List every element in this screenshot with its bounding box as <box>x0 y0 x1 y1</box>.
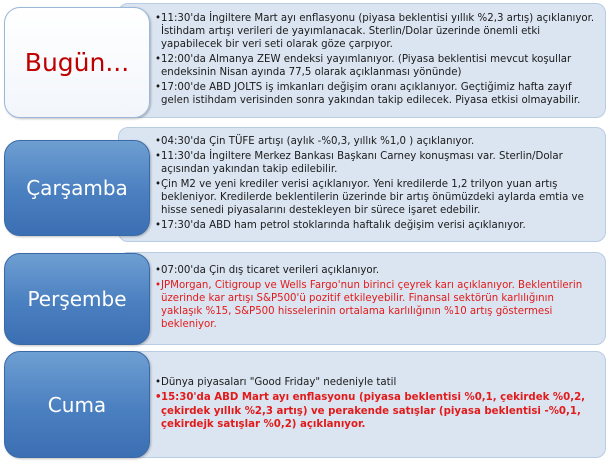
list-item <box>155 219 597 232</box>
item-text: 11:30'da İngiltere Merkez Bankası Başkanı Carney konuşması var. Sterlin/Dolar açısından yakından takip edilebilir. <box>161 150 563 175</box>
bullet-icon: • <box>155 135 162 147</box>
item-text: 17:00'de ABD JOLTS iş imkanları değişim oranı açıklanıyor. Geçtiğimiz hafta zayıf gelen istihdam verisinden sonra yakından takip edilecek. Piyasa etkisi olmayabilir. <box>161 82 581 107</box>
day-panel-today <box>118 3 606 118</box>
list-item <box>155 135 597 148</box>
day-panel-wednesday <box>118 127 606 242</box>
list-item <box>155 376 597 389</box>
day-row-today <box>0 3 607 118</box>
list-item-highlight <box>155 391 597 430</box>
item-text: 11:30'da İngiltere Mart ayı enflasyonu (piyasa beklentisi yıllık %2,3 artış) açıklanıyor. İstihdam artışı verileri de yayımlanacak. Sterlin/Dolar üzerinde önemli etki yapabilecek bir veri seti olarak göze çarpıyor. <box>161 12 595 50</box>
day-label-today: Bugün... <box>4 7 150 118</box>
day-label-thursday: Perşembe <box>4 253 150 345</box>
bullet-icon: • <box>155 178 162 190</box>
bullet-icon: • <box>155 12 162 24</box>
item-text: 07:00'da Çin dış ticaret verileri açıklanıyor. <box>161 264 380 276</box>
list-item <box>155 12 597 51</box>
item-text: 17:30'da ABD ham petrol stoklarında haftalık değişim verisi açıklanıyor. <box>161 220 526 232</box>
day-label-friday: Cuma <box>4 351 150 458</box>
item-text: 15:30'da ABD Mart ayı enflasyonu (piyasa beklentisi %0,1, çekirdek %0,2, çekirdek yıllık %2,3 artış) ve perakende satışlar (piyasa beklentisi -%0,1, çekirdejk satışlar %0,2) açıklanıyor. <box>161 392 586 430</box>
bullet-icon: • <box>155 392 162 404</box>
bullet-icon: • <box>155 220 162 232</box>
list-item <box>155 150 597 176</box>
day-row-friday <box>0 351 607 458</box>
list-item <box>155 264 597 277</box>
day-row-wednesday <box>0 127 607 242</box>
list-item <box>155 53 597 79</box>
day-panel-friday <box>118 351 606 458</box>
bullet-icon: • <box>155 82 162 94</box>
list-item <box>155 81 597 107</box>
bullet-icon: • <box>155 377 162 389</box>
bullet-icon: • <box>155 279 162 291</box>
item-text: Çin M2 ve yeni krediler verisi açıklanıyor. Yeni kredilerde 1,2 trilyon yuan artış bekleniyor. Kredilerde beklentilerin üzerinde bir artış önümüzdeki aylarda emtia ve hisse senedi piyasalarını destekleyen bir sürece işaret edebilir. <box>161 178 584 217</box>
list-item-highlight <box>155 279 597 331</box>
day-panel-thursday <box>118 252 606 345</box>
bullet-icon: • <box>155 150 162 162</box>
bullet-icon: • <box>155 264 162 276</box>
bullet-icon: • <box>155 53 162 65</box>
item-text: 04:30'da Çin TÜFE artışı (aylık -%0,3, yıllık %1,0 ) açıklanıyor. <box>161 135 475 147</box>
list-item <box>155 178 597 217</box>
item-text: 12:00'da Almanya ZEW endeksi yayımlanıyor. (Piyasa beklentisi mevcut koşullar endeksinin Nisan ayında 77,5 olarak açıklanması yönünde) <box>161 53 572 79</box>
item-text: JPMorgan, Citigroup ve Wells Fargo'nun birinci çeyrek karı açıklanıyor. Beklentilerin üzerinde kar artışı S&P500'ü pozitif etkileyebilir. Finansal sektörün karlılığının yaklaşık %15, S&P500 hisselerinin ortalama karlılığının %10 artış göstermesi bekleniyor. <box>161 279 583 331</box>
item-text: Dünya piyasaları "Good Friday" nedeniyle tatil <box>161 377 397 389</box>
day-row-thursday <box>0 252 607 345</box>
day-label-wednesday: Çarşamba <box>4 140 150 236</box>
